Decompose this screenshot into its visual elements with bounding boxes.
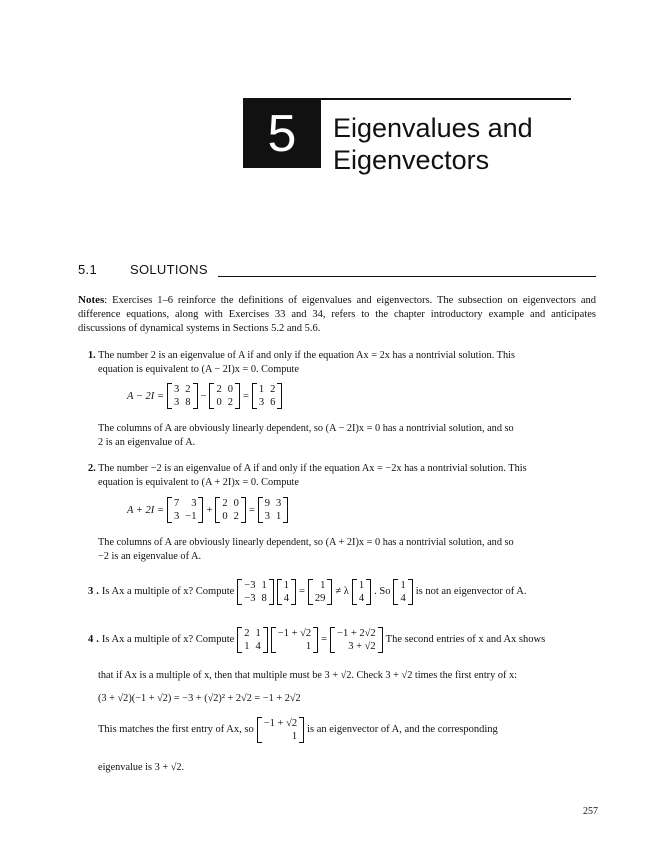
chapter-title — [333, 112, 533, 176]
exercise-2-equation — [127, 497, 288, 523]
equals: = — [242, 390, 249, 402]
exercise-1: 1. The number 2 is an eigenvalue of A if and only if the equation Ax = 2x has a nontrivial solution. This equation is equivalent to (A − 2I)x = 0. Compute — [88, 349, 598, 377]
exercise-2-line2: equation is equivalent to (A + 2I)x = 0. Compute — [98, 477, 299, 488]
section-number: 5.1 — [78, 262, 97, 277]
section-title: SOLUTIONS — [130, 262, 208, 277]
notes-label: Notes — [78, 294, 105, 306]
chapter-number: 5 — [267, 105, 297, 163]
exercise-3-number: 3 — [88, 586, 94, 597]
eigenvector: −1 + √2 1 — [257, 717, 304, 743]
vector-x-again: 1 4 — [393, 579, 412, 605]
exercise-4-line2: that if Ax is a multiple of x, then that multiple must be 3 + √2. Check 3 + √2 times the first entry of x: — [98, 670, 517, 681]
operator: + — [206, 504, 213, 516]
vector-x: −1 + √2 1 — [271, 627, 318, 653]
exercise-2-line1: The number −2 is an eigenvalue of A if and only if the equation Ax = −2x has a nontrivial solution. This — [98, 463, 527, 474]
not-equal-lambda: ≠ λ — [335, 586, 349, 597]
exercise-4-number: 4 — [88, 634, 94, 645]
section-heading — [78, 262, 208, 277]
matrix-a: 3 2 3 8 — [167, 383, 198, 409]
exercise-4-line5: eigenvalue is 3 + √2. — [98, 762, 185, 773]
exercise-4-line4: This matches the first entry of Ax, so −1 + √2 1 is an eigenvector of A, and the corresponding — [98, 718, 498, 742]
exercise-2: 2. The number −2 is an eigenvalue of A if and only if the equation Ax = −2x has a nontrivial solution. This equation is equivalent to (A + 2I)x = 0. Compute — [88, 462, 598, 490]
chapter-title-line1: Eigenvalues and — [333, 113, 533, 143]
matrix-a: −3 1 −3 8 — [237, 579, 273, 605]
exercise-2-conclusion: The columns of A are obviously linearly dependent, so (A + 2I)x = 0 has a nontrivial solution, and so −2 is an eigenvalue of A. — [98, 537, 514, 562]
exercise-4-pre: Is Ax a multiple of x? Compute — [101, 634, 235, 645]
exercise-1-equation — [127, 383, 282, 409]
vector-ax: −1 + 2√2 3 + √2 — [330, 627, 383, 653]
vector-lambda-x: 1 4 — [352, 579, 371, 605]
exercise-2-number: 2 — [88, 463, 94, 474]
exercise-1-number: 1 — [88, 350, 94, 361]
exercise-1-line1: The number 2 is an eigenvalue of A if and only if the equation Ax = 2x has a nontrivial solution. This — [98, 350, 515, 361]
exercise-4: 4 . Is Ax a multiple of x? Compute 2 1 1 4 −1 + √2 1 = −1 + 2√2 3 + √2 The second entries of x and Ax shows — [88, 628, 546, 652]
vector-ax: 1 29 — [308, 579, 333, 605]
notes-text: : Exercises 1–6 reinforce the definitions of eigenvalues and eigenvectors. The subsection on eigenvectors and difference equations, along with Exercises 33 and 34, refers to the chapter introductory example and anticipates discussions of dynamical systems in Sections 5.2 and 5.6. — [78, 295, 596, 334]
matrix-a: 2 1 1 4 — [237, 627, 268, 653]
notes-paragraph — [78, 293, 596, 336]
matrix-2i: 2 0 0 2 — [215, 497, 246, 523]
matrix-a: 7 3 3 −1 — [167, 497, 203, 523]
chapter-title-line2: Eigenvectors — [333, 145, 490, 175]
exercise-4-post: The second entries of x and Ax shows — [385, 634, 546, 645]
exercise-2-lhs: A + 2I = — [127, 504, 165, 516]
exercise-3-post: is not an eigenvector of A. — [415, 586, 527, 597]
exercise-1-line2: equation is equivalent to (A − 2I)x = 0. Compute — [98, 364, 299, 375]
exercise-3: 3 . Is Ax a multiple of x? Compute −3 1 −3 8 1 4 = 1 29 ≠ λ 1 4 . So 1 4 is not an eigenvector of A. — [88, 580, 527, 604]
matrix-result: 9 3 3 1 — [258, 497, 289, 523]
page-number: 257 — [583, 806, 598, 817]
section-rule — [218, 276, 596, 277]
matrix-result: 1 2 3 6 — [252, 383, 283, 409]
chapter-number-box — [243, 100, 321, 168]
exercise-1-conclusion: The columns of A are obviously linearly dependent, so (A − 2I)x = 0 has a nontrivial solution, and so 2 is an eigenvalue of A. — [98, 423, 514, 448]
operator: − — [200, 390, 207, 402]
exercise-1-lhs: A − 2I = — [127, 390, 165, 402]
matrix-2i: 2 0 0 2 — [209, 383, 240, 409]
vector-x: 1 4 — [277, 579, 296, 605]
exercise-3-pre: Is Ax a multiple of x? Compute — [101, 586, 235, 597]
equals: = — [248, 504, 255, 516]
exercise-4-check-equation: (3 + √2)(−1 + √2) = −3 + (√2)² + 2√2 = −1 + 2√2 — [98, 693, 301, 704]
